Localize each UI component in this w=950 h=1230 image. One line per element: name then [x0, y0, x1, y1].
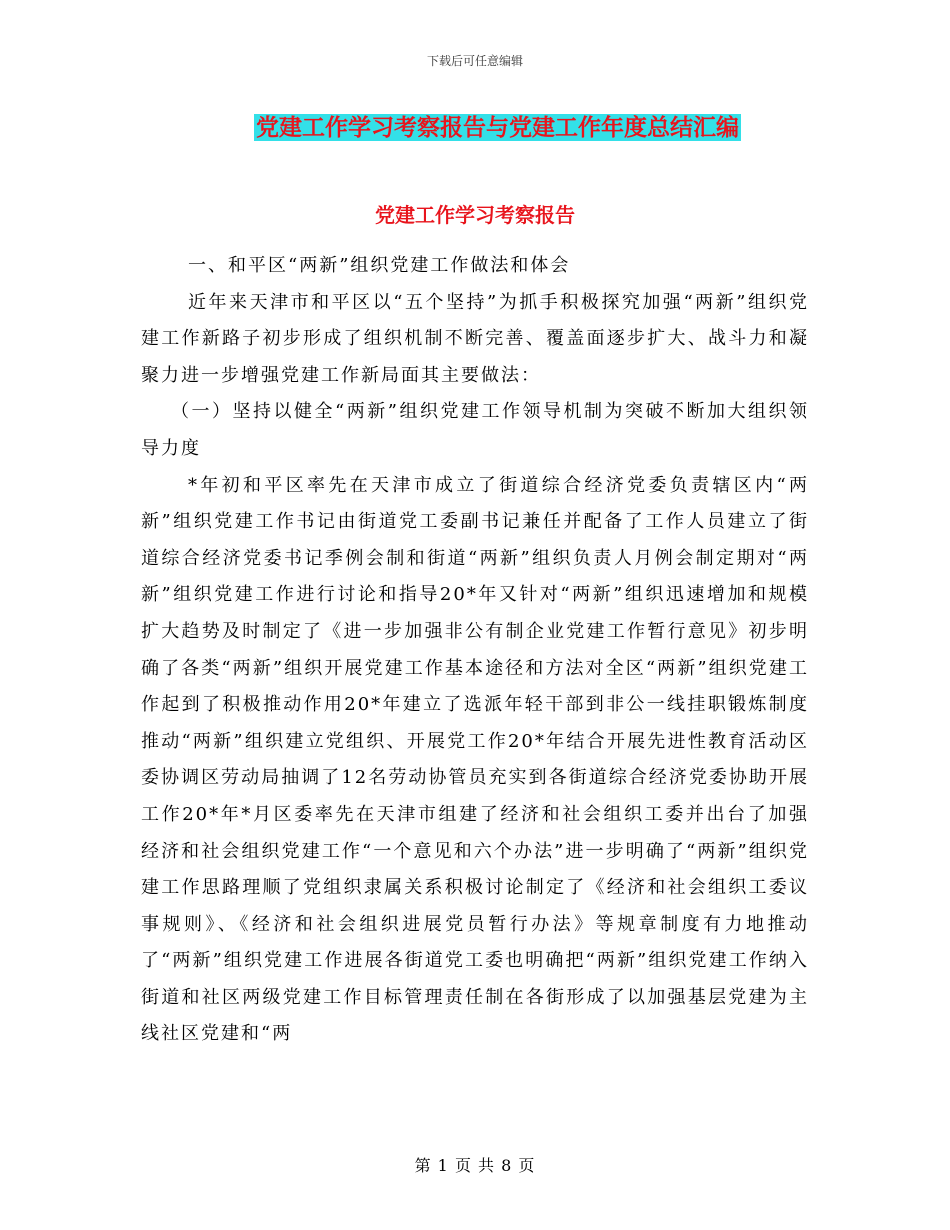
section-title: 党建工作学习考察报告 — [375, 203, 575, 227]
subheading-one: （一）坚持以健全“两新”组织党建工作领导机制为突破不断加大组织领导力度 — [141, 401, 809, 459]
paragraph-intro: 近年来天津市和平区以“五个坚持”为抓手积极探究加强“两新”组织党建工作新路子初步形成了组织机制不断完善、覆盖面逐步扩大、战斗力和凝聚力进一步增强党建工作新局面其主要做法： — [141, 291, 809, 386]
document-title-text: 党建工作学习考察报告与党建工作年度总结汇编 — [256, 114, 739, 141]
page-header-note: 下载后可任意编辑 — [426, 54, 523, 68]
document-body — [141, 248, 809, 1053]
page-number: 第 1 页 共 8 页 — [414, 1156, 536, 1175]
heading-part-one: 一、和平区“两新”组织党建工作做法和体会 — [188, 255, 571, 276]
paragraph-details: *年初和平区率先在天津市成立了街道综合经济党委负责辖区内“两新”组织党建工作书记由街道党工委副书记兼任并配备了工作人员建立了街道综合经济党委书记季例会制和街道“两新”组织负责人月例会制定期对“两新”组织党建工作进行讨论和指导20*年又针对“两新”组织迅速增加和规模扩大趋势及时制定了《进一步加强非公有制企业党建工作暂行意见》初步明确了各类“两新”组织开展党建工作基本途径和方法对全区“两新”组织党建工作起到了积极推动作用20*年建立了选派年轻干部到非公一线挂职锻炼制度推动“两新”组织建立党组织、开展党工作20*年结合开展先进性教育活动区委协调区劳动局抽调了12名劳动协管员充实到各街道综合经济党委协助开展工作20*年*月区委率先在天津市组建了经济和社会组织工委并出台了加强经济和社会组织党建工作“一个意见和六个办法”进一步明确了“两新”组织党建工作思路理顺了党组织隶属关系积极讨论制定了《经济和社会组织工委议事规则》、《经济和社会组织进展党员暂行办法》等规章制度有力地推动了“两新”组织党建工作进展各街道党工委也明确把“两新”组织党建工作纳入街道和社区两级党建工作目标管理责任制在各街形成了以加强基层党建为主线社区党建和“两 — [141, 474, 809, 1045]
document-title — [0, 111, 950, 145]
